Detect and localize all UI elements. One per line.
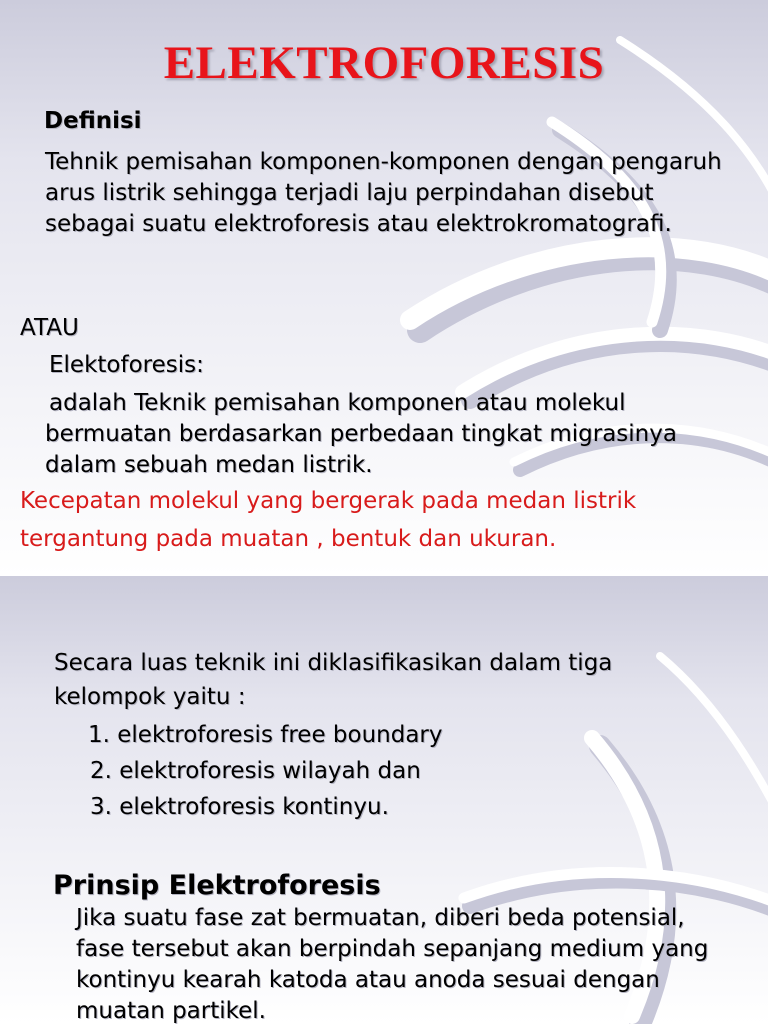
- definition-text: Tehnik pemisahan komponen-komponen dengan pengaruh arus listrik sehingga terjadi laju perpindahan disebut sebagai suatu elektroforesis atau elektrokromatografi.: [45, 149, 722, 237]
- principle-text: Jika suatu fase zat bermuatan, diberi beda potensial, fase tersebut akan berpindah sepanjang medium yang kontinyu kearah katoda atau anoda sesuai dengan muatan partikel.: [76, 905, 709, 1024]
- term-definition: adalah Teknik pemisahan komponen atau molekul bermuatan berdasarkan perbedaan tingkat migrasinya dalam sebuah medan listrik.: [45, 390, 677, 478]
- slide-2: [0, 576, 768, 1024]
- slide-title: ELEKTROFORESIS: [163, 37, 605, 89]
- highlight-line-1: Kecepatan molekul yang bergerak pada medan listrik: [20, 488, 637, 514]
- intro-line-1: Secara luas teknik ini diklasifikasikan dalam tiga: [54, 650, 613, 676]
- principle-heading: Prinsip Elektroforesis: [53, 870, 381, 901]
- or-label: ATAU: [20, 315, 79, 341]
- list-item: 3. elektroforesis kontinyu.: [90, 794, 389, 820]
- intro-line-2: kelompok yaitu :: [54, 684, 246, 710]
- highlight-line-2: tergantung pada muatan , bentuk dan ukuran.: [20, 526, 557, 552]
- term-label: Elektoforesis:: [49, 352, 204, 378]
- list-item: 1. elektroforesis free boundary: [88, 722, 443, 748]
- classification-list: [88, 717, 443, 825]
- definition-heading: Definisi: [44, 108, 142, 134]
- list-item: 2. elektroforesis wilayah dan: [90, 758, 421, 784]
